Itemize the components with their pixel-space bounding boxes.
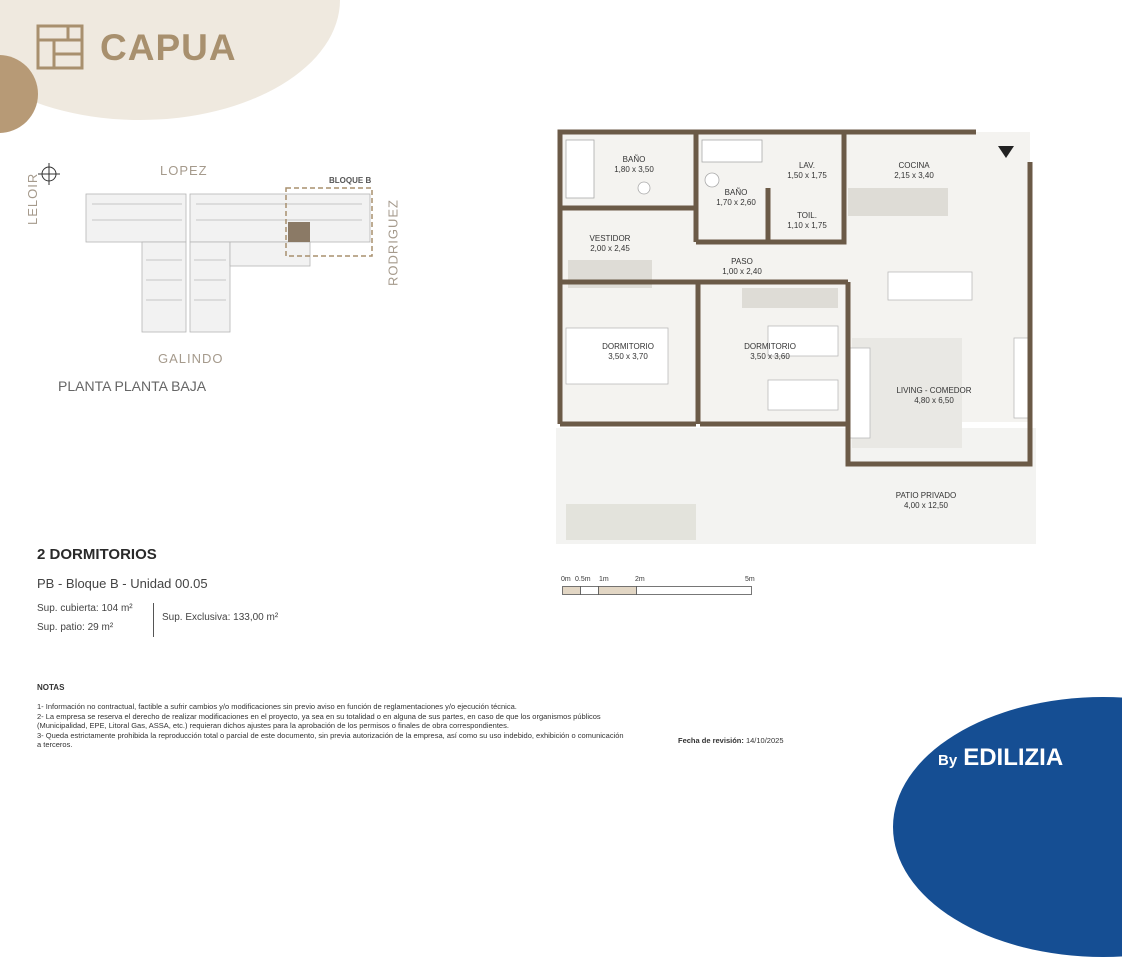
- revision-date: [678, 736, 784, 745]
- compass-icon: [38, 163, 60, 185]
- room-paso: PASO 1,00 x 2,40: [722, 257, 762, 276]
- note-item: 2- La empresa se reserva el derecho de realizar modificaciones en el proyecto, ya sea en su totalidad o en alguna de sus partes, en caso de que los organismos públicos (Municipalidad, EPE, Litoral Gas, ASSA, etc.) requieran dichos ajustes para la aprobación de los permisos o finales de obra correspondientes.: [37, 711, 601, 730]
- room-living-comedor: LIVING - COMEDOR 4,80 x 6,50: [896, 386, 972, 405]
- scale-label-1m: 1m: [599, 576, 609, 583]
- sup-exclusiva: Sup. Exclusiva: 133,00 m²: [162, 612, 279, 623]
- notes-list: [37, 702, 627, 750]
- room-patio-privado: PATIO PRIVADO 4,00 x 12,50: [895, 491, 957, 510]
- site-plan-drawing: [72, 180, 382, 340]
- street-left: LELOIR: [25, 172, 40, 225]
- scale-label-05m: 0.5m: [575, 576, 591, 583]
- scale-bar-graphic: [562, 586, 754, 596]
- street-top: LOPEZ: [160, 163, 208, 178]
- scale-label-0m: 0m: [561, 576, 571, 583]
- unit-title: 2 DORMITORIOS: [37, 546, 157, 563]
- room-bano-1: BAÑO 1,80 x 3,50: [614, 155, 654, 174]
- info-divider: [153, 603, 154, 637]
- revision-label: Fecha de revisión:: [678, 736, 744, 745]
- notes-heading: NOTAS: [37, 683, 65, 692]
- note-item: 1- Información no contractual, factible a sufrir cambios y/o modificaciones sin previo aviso en función de reglamentaciones y/o ejecución técnica.: [37, 702, 517, 711]
- sup-patio: Sup. patio: 29 m²: [37, 622, 114, 633]
- room-lav: LAV. 1,50 x 1,75: [787, 161, 827, 180]
- room-cocina: COCINA 2,15 x 3,40: [894, 161, 934, 180]
- room-dormitorio-1: DORMITORIO 3,50 x 3,70: [602, 342, 654, 361]
- note-item: 3- Queda estrictamente prohibida la reproducción total o parcial de este documento, sin previa autorización de la empresa, así como su uso indebido, exhibición o comunicación a terceros.: [37, 730, 624, 749]
- developer-background: [893, 697, 1122, 957]
- developer-by: By: [938, 752, 958, 769]
- revision-value: 14/10/2025: [745, 736, 784, 745]
- site-caption: PLANTA PLANTA BAJA: [58, 378, 207, 394]
- developer-logo: [938, 744, 1063, 772]
- room-bano-2: BAÑO 1,70 x 2,60: [716, 188, 756, 207]
- unit-subtitle: PB - Bloque B - Unidad 00.05: [37, 576, 208, 591]
- room-dormitorio-2: DORMITORIO 3,50 x 3,60: [744, 342, 796, 361]
- sup-cubierta: Sup. cubierta: 104 m²: [37, 603, 133, 614]
- developer-name: EDILIZIA: [963, 744, 1064, 771]
- scale-label-2m: 2m: [635, 576, 645, 583]
- scale-label-5m: 5m: [745, 576, 755, 583]
- brand-name: CAPUA: [100, 27, 237, 68]
- street-right: RODRIGUEZ: [385, 199, 401, 286]
- capua-logo-icon: [36, 24, 84, 70]
- block-label: BLOQUE B: [329, 176, 372, 185]
- floor-plan: [556, 128, 1038, 546]
- room-toil: TOIL. 1,10 x 1,75: [787, 211, 827, 230]
- room-vestidor: VESTIDOR 2,00 x 2,45: [589, 234, 631, 253]
- street-bottom: GALINDO: [158, 351, 224, 366]
